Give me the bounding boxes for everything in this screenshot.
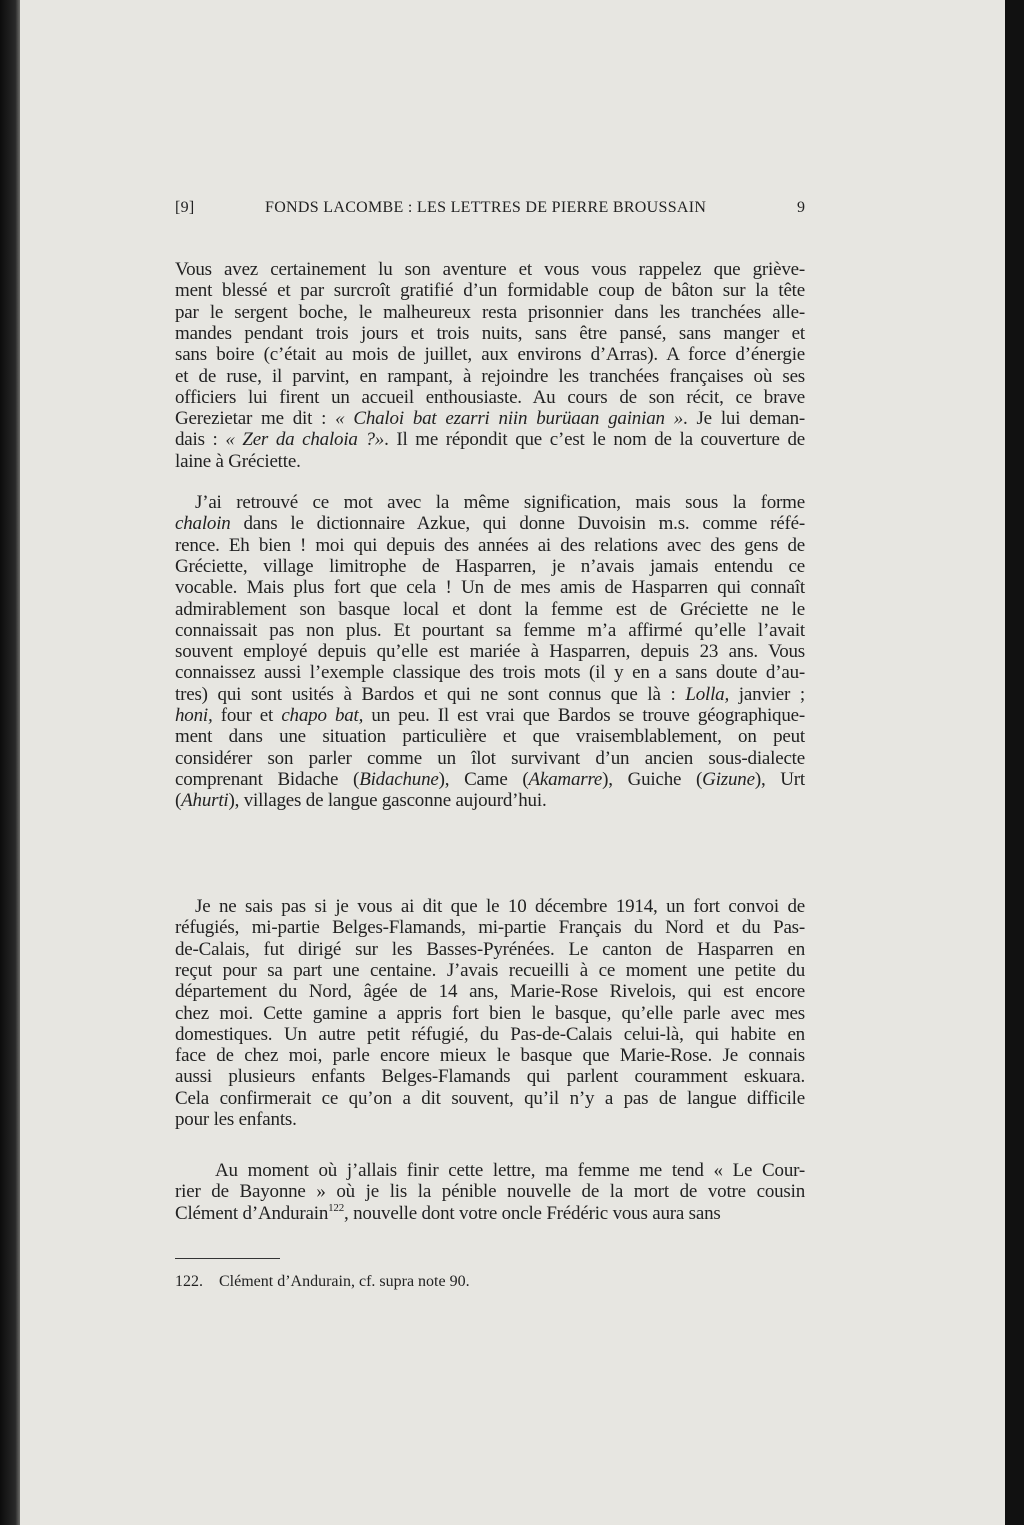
text-line xyxy=(175,387,805,409)
text-segment: Clément d’Andurain xyxy=(175,1202,329,1224)
text-line xyxy=(175,748,805,770)
footnote-number: 122. xyxy=(175,1273,203,1290)
text-segment: pour les enfants. xyxy=(175,1109,297,1130)
text-line xyxy=(175,344,805,366)
text-line xyxy=(175,662,805,684)
text-segment: officiers lui firent un accueil enthousiaste. Au cours de son récit, ce brave xyxy=(175,386,805,408)
text-line xyxy=(175,1088,805,1110)
text-segment: connaissez aussi l’exemple classique des trois mots (il y en a sans doute d’au- xyxy=(175,662,805,684)
text-segment: de-Calais, fut dirigé sur les Basses-Pyrénées. Le canton de Hasparren en xyxy=(175,938,805,960)
text-segment: tres) qui sont usités à Bardos et qui ne sont connus que là : xyxy=(175,683,686,705)
text-line xyxy=(175,960,805,982)
text-segment: sans boire (c’était au mois de juillet, aux environs d’Arras). A force d’énergie xyxy=(175,344,805,366)
text-line xyxy=(175,556,805,578)
text-line xyxy=(175,684,805,706)
text-segment: . Je lui deman- xyxy=(683,408,805,430)
text-line xyxy=(175,620,805,642)
text-line xyxy=(175,790,805,812)
text-segment: chez moi. Cette gamine a appris fort bien le basque, qu’elle parle avec mes xyxy=(175,1002,805,1024)
text-segment: J’ai retrouvé ce mot avec la même signification, mais sous la forme xyxy=(195,492,805,513)
text-line xyxy=(175,366,805,388)
text-segment: département du Nord, âgée de 14 ans, Marie-Rose Rivelois, qui est encore xyxy=(175,981,805,1003)
text-segment: Au moment où j’allais finir cette lettre, ma femme me tend « Le Cour- xyxy=(215,1160,805,1181)
text-segment: ( xyxy=(175,790,182,812)
text-segment: . Il me répondit que c’est le nom de la couverture de xyxy=(384,429,805,451)
italic-text: chapo bat, xyxy=(281,705,364,726)
text-segment: ment blessé et par surcroît gratifié d’un formidable coup de bâton sur la tête xyxy=(175,280,805,302)
italic-text: Lolla, xyxy=(685,683,730,705)
italic-text: « Chaloi bat ezarri niin burüaan gainian » xyxy=(335,408,684,430)
text-line xyxy=(195,492,805,514)
text-segment: , nouvelle dont votre oncle Frédéric vous aura sans xyxy=(344,1202,721,1224)
text-line xyxy=(175,280,805,302)
text-segment: rier de Bayonne » où je lis la pénible nouvelle de la mort de votre cousin xyxy=(175,1181,805,1203)
text-segment: par le sergent boche, le malheureux resta prisonnier dans les tranchées alle- xyxy=(175,301,805,323)
running-header xyxy=(175,199,815,221)
italic-text: « Zer da chaloia ?» xyxy=(225,429,385,451)
text-segment: un peu. Il est vrai que Bardos se trouve géographique- xyxy=(363,705,805,726)
header-title: FONDS LACOMBE : LES LETTRES DE PIERRE BROUSSAIN xyxy=(265,199,707,216)
text-segment: reçut pour sa part une centaine. J’avais recueilli à ce moment une petite du xyxy=(175,959,805,981)
text-line xyxy=(195,896,805,918)
text-segment: ), Urt xyxy=(754,768,805,790)
text-line xyxy=(175,705,805,727)
text-line xyxy=(175,1024,805,1046)
text-line xyxy=(175,1066,805,1088)
text-segment: vocable. Mais plus fort que cela ! Un de mes amis de Hasparren qui connaît xyxy=(175,577,805,599)
italic-text: Gizune xyxy=(702,768,755,790)
page-number: 9 xyxy=(797,199,806,216)
text-segment: dans le dictionnaire Azkue, qui donne Duvoisin m.s. comme réfé- xyxy=(230,513,805,535)
text-line xyxy=(175,429,805,451)
italic-text: chaloin xyxy=(175,513,231,535)
footnote-text: Clément d’Andurain, cf. supra note 90. xyxy=(219,1273,470,1290)
text-segment: rence. Eh bien ! moi qui depuis des années ai des relations avec des gens de xyxy=(175,534,805,556)
italic-text: honi, xyxy=(175,705,213,726)
footnote xyxy=(175,1273,470,1291)
text-segment: Gréciette, village limitrophe de Hasparren, je n’avais jamais entendu ce xyxy=(175,555,805,577)
text-line xyxy=(175,259,805,281)
text-segment: Vous avez certainement lu son aventure et vous vous rappelez que griève- xyxy=(175,259,805,280)
text-segment: Je ne sais pas si je vous ai dit que le 10 décembre 1914, un fort convoi de xyxy=(195,896,805,917)
text-segment: connaissait pas non plus. Et pourtant sa femme m’a affirmé qu’elle l’avait xyxy=(175,619,805,641)
text-line xyxy=(175,641,805,663)
text-line xyxy=(175,408,805,430)
italic-text: Bidachune xyxy=(359,768,439,790)
italic-text: Ahurti xyxy=(181,790,229,812)
header-section-number: [9] xyxy=(175,199,195,216)
text-segment: réfugiés, mi-partie Belges-Flamands, mi-partie Français du Nord et du Pas- xyxy=(175,917,805,939)
text-segment: aussi plusieurs enfants Belges-Flamands qui parlent couramment eskuara. xyxy=(175,1066,805,1088)
text-line xyxy=(175,726,805,748)
text-segment: souvent employé depuis qu’elle est mariée à Hasparren, depuis 23 ans. Vous xyxy=(175,641,805,663)
text-line xyxy=(175,917,805,939)
text-segment: ment dans une situation particulière et que vraisemblablement, on peut xyxy=(175,726,805,748)
text-segment: et de ruse, il parvint, en rampant, à rejoindre les tranchées françaises où ses xyxy=(175,365,805,387)
text-line xyxy=(175,577,805,599)
text-segment: domestiques. Un autre petit réfugié, du Pas-de-Calais celui-là, qui habite en xyxy=(175,1023,805,1045)
text-segment: ), Came ( xyxy=(438,768,529,790)
text-segment: dais : xyxy=(175,429,226,451)
text-segment: ), Guiche ( xyxy=(602,768,703,790)
footnote-separator xyxy=(175,1258,280,1259)
page-gutter-shadow xyxy=(0,0,22,1525)
text-segment: Gerezietar me dit : xyxy=(175,408,336,430)
text-segment: four et xyxy=(212,705,282,726)
italic-text: Akamarre xyxy=(528,768,603,790)
text-line xyxy=(175,939,805,961)
text-segment: Cela confirmerait ce qu’on a dit souvent, qu’il n’y a pas de langue difficile xyxy=(175,1087,805,1109)
text-line xyxy=(175,981,805,1003)
text-segment: admirablement son basque local et dont la femme est de Gréciette ne le xyxy=(175,598,805,620)
text-segment: considérer son parler comme un îlot survivant d’un ancien sous-dialecte xyxy=(175,747,805,769)
text-segment: comprenant Bidache ( xyxy=(175,768,360,790)
text-line xyxy=(175,323,805,345)
text-line xyxy=(175,535,805,557)
text-line xyxy=(175,1045,805,1067)
text-line xyxy=(175,302,805,324)
text-segment: face de chez moi, parle encore mieux le basque que Marie-Rose. Je connais xyxy=(175,1045,805,1067)
text-line xyxy=(215,1160,805,1182)
text-segment: mandes pendant trois jours et trois nuits, sans être pansé, sans manger et xyxy=(175,322,805,344)
text-segment: ), villages de langue gasconne aujourd’hui. xyxy=(228,790,547,812)
text-line xyxy=(175,1203,805,1225)
text-line xyxy=(175,1109,805,1131)
text-line xyxy=(175,599,805,621)
text-segment: laine à Gréciette. xyxy=(175,450,301,472)
footnote-reference: 122 xyxy=(328,1201,345,1214)
text-line xyxy=(175,1181,805,1203)
text-segment: janvier ; xyxy=(729,683,806,705)
text-line xyxy=(175,1003,805,1025)
text-line xyxy=(175,769,805,791)
text-line xyxy=(175,513,805,535)
text-line xyxy=(175,451,805,473)
